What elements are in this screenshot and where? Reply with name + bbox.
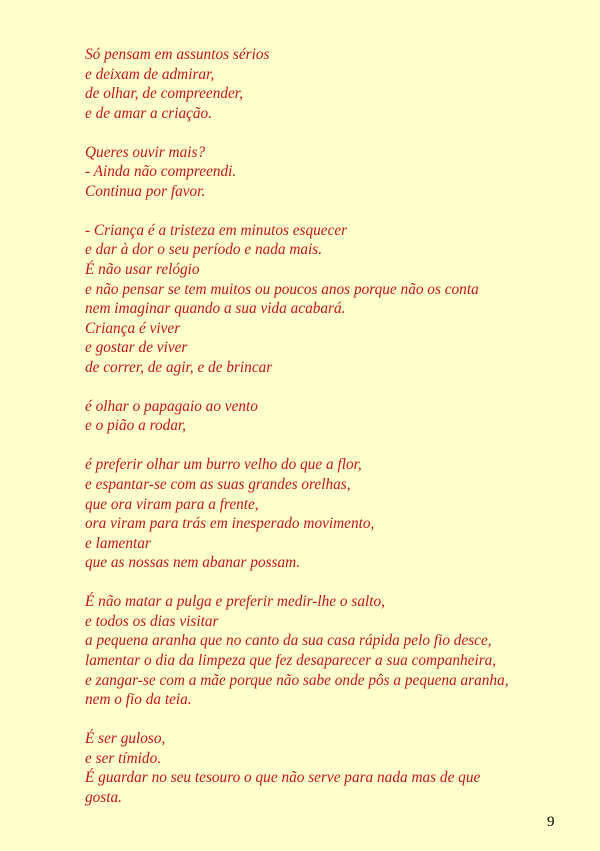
poem-line: a pequena aranha que no canto da sua casa rápida pelo fio desce, xyxy=(85,632,492,650)
poem-line: É não matar a pulga e preferir medir-lhe o salto, xyxy=(85,593,385,611)
poem-line: e zangar-se com a mãe porque não sabe onde pôs a pequena aranha, xyxy=(85,671,509,689)
poem-line: que ora viram para a frente, xyxy=(85,495,259,513)
poem-line: ora viram para trás em inesperado movimento, xyxy=(85,515,375,533)
poem-line: de olhar, de compreender, xyxy=(85,85,243,103)
poem-line: de correr, de agir, e de brincar xyxy=(85,358,273,376)
poem-line: - Ainda não compreendi. xyxy=(85,163,237,181)
poem-line: e não pensar se tem muitos ou poucos anos porque não os conta xyxy=(85,280,479,298)
poem-line: nem imaginar quando a sua vida acabará. xyxy=(85,300,346,318)
poem-line: e todos os dias visitar xyxy=(85,612,219,630)
poem-line: nem o fio da teia. xyxy=(85,691,192,709)
poem-line: é preferir olhar um burro velho do que a flor, xyxy=(85,456,362,474)
poem-line: e deixam de admirar, xyxy=(85,65,215,83)
page-number: 9 xyxy=(547,814,555,830)
poem-text xyxy=(85,45,585,807)
stanza-break xyxy=(85,123,585,143)
poem-line: gosta. xyxy=(85,788,122,806)
poem-line: Queres ouvir mais? xyxy=(85,143,206,161)
poem-line: - Criança é a tristeza em minutos esquecer xyxy=(85,221,348,239)
poem-line: Continua por favor. xyxy=(85,182,206,200)
poem-line: É guardar no seu tesouro o que não serve para nada mas de que xyxy=(85,769,481,787)
poem-line: e ser tímido. xyxy=(85,749,162,767)
poem-line: e gostar de viver xyxy=(85,339,188,357)
poem-line: lamentar o dia da limpeza que fez desaparecer a sua companheira, xyxy=(85,651,497,669)
stanza-break xyxy=(85,201,585,221)
stanza-break xyxy=(85,710,585,730)
stanza-break xyxy=(85,436,585,456)
stanza-break xyxy=(85,573,585,593)
poem-line: e lamentar xyxy=(85,534,151,552)
poem-line: é olhar o papagaio ao vento xyxy=(85,397,258,415)
poem-line: e de amar a criação. xyxy=(85,104,213,122)
poem-line: e dar à dor o seu período e nada mais. xyxy=(85,241,323,259)
poem-line: Só pensam em assuntos sérios xyxy=(85,46,270,63)
poem-line: É ser guloso, xyxy=(85,730,166,748)
poem-line: e espantar-se com as suas grandes orelhas, xyxy=(85,476,351,494)
poem-line: que as nossas nem abanar possam. xyxy=(85,554,301,572)
poem-line: Criança é viver xyxy=(85,319,181,337)
stanza-break xyxy=(85,377,585,397)
poem-line: É não usar relógio xyxy=(85,261,200,279)
poem-line: e o pião a rodar, xyxy=(85,417,186,435)
